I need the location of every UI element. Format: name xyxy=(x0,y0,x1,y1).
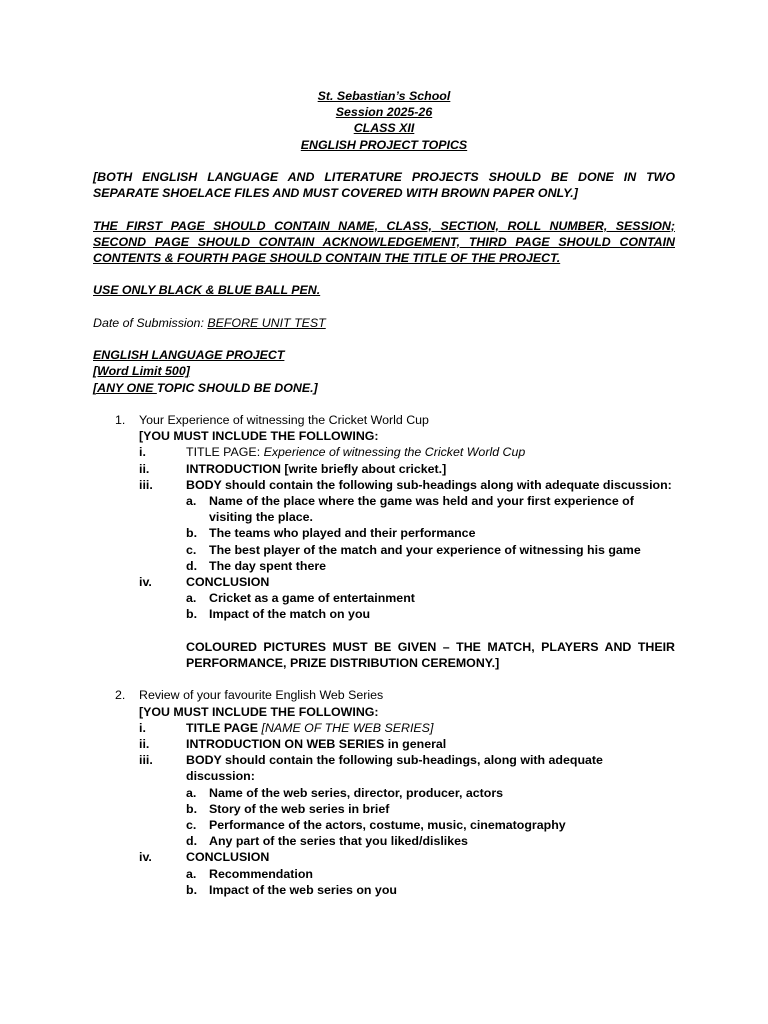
sub-item-text: Impact of the web series on you xyxy=(209,882,397,897)
sub-item-letter: d. xyxy=(186,558,198,573)
sub-item-text: The best player of the match and your experience of witnessing his game xyxy=(209,542,641,557)
sub-item-letter: b. xyxy=(186,882,198,897)
section-numeral: iv. xyxy=(139,850,152,865)
sub-item-text: Recommendation xyxy=(209,866,313,881)
sub-item-letter: b. xyxy=(186,801,198,816)
sub-item xyxy=(93,525,675,541)
sub-item xyxy=(93,590,675,606)
topic-number: 1. xyxy=(115,412,126,427)
section-label: TITLE PAGE: xyxy=(186,445,264,460)
section-detail: Experience of witnessing the Cricket World Cup xyxy=(263,445,526,460)
pages-instruction: THE FIRST PAGE SHOULD CONTAIN NAME, CLASS, SECTION, ROLL NUMBER, SESSION; SECOND PAGE SHOULD CONTAIN ACKNOWLEDGEMENT, THIRD PAGE SHOULD CONTAIN CONTENTS & FOURTH PAGE SHOULD CONTAIN THE TITLE OF THE PROJECT. xyxy=(93,218,675,265)
sub-item-letter: b. xyxy=(186,607,198,622)
section-numeral: iv. xyxy=(139,575,152,589)
session-label: Session 2025-26 xyxy=(335,105,433,120)
sub-item-letter: a. xyxy=(186,785,197,800)
submission-line xyxy=(93,315,675,331)
sub-item-text: Name of the web series, director, producer, actors xyxy=(209,785,504,800)
section-suffix: in general xyxy=(384,737,447,751)
section-numeral: ii. xyxy=(139,737,150,751)
school-name: St. Sebastian’s School xyxy=(317,89,451,103)
sub-item xyxy=(93,558,675,574)
sub-item-text: Name of the place where the game was held and your first experience of visiting the place. xyxy=(209,493,634,525)
sub-item xyxy=(93,866,675,882)
sub-item-text: The day spent there xyxy=(209,558,327,573)
section-label: INTRODUCTION [write briefly about cricket.] xyxy=(186,461,447,476)
any-one-note xyxy=(93,380,675,396)
topic-number: 2. xyxy=(115,688,126,703)
section-label: INTRODUCTION ON WEB SERIES xyxy=(186,737,385,751)
sub-item xyxy=(93,785,675,801)
section-numeral: iii. xyxy=(139,477,153,492)
section-label: BODY should contain the following sub-headings along with adequate discussion: xyxy=(186,477,672,492)
pictures-note: COLOURED PICTURES MUST BE GIVEN – THE MATCH, PLAYERS AND THEIR PERFORMANCE, PRIZE DISTRIBUTION CEREMONY.] xyxy=(186,639,675,670)
class-label: CLASS XII xyxy=(353,121,415,136)
section-item xyxy=(93,849,675,865)
section-label: TITLE PAGE xyxy=(186,720,262,735)
section-item xyxy=(93,720,675,736)
sub-item xyxy=(93,817,675,833)
must-include-label: [YOU MUST INCLUDE THE FOLLOWING: xyxy=(139,704,379,719)
sub-item-letter: c. xyxy=(186,818,197,833)
document-page xyxy=(93,88,675,898)
section-label: CONCLUSION xyxy=(186,850,270,865)
section-detail: [NAME OF THE WEB SERIES] xyxy=(261,720,434,735)
section-item xyxy=(93,444,675,460)
section-label: CONCLUSION xyxy=(186,575,270,589)
pen-instruction: USE ONLY BLACK & BLUE BALL PEN. xyxy=(93,283,321,298)
topic-title: Review of your favourite English Web Series xyxy=(139,688,384,703)
section-item xyxy=(93,574,675,590)
language-project-title: ENGLISH LANGUAGE PROJECT xyxy=(93,348,285,363)
section-label: BODY should contain the following sub-headings, along with adequate discussion: xyxy=(186,753,603,784)
sub-item xyxy=(93,542,675,558)
sub-item-text: Any part of the series that you liked/dislikes xyxy=(209,834,468,849)
section-item xyxy=(93,736,675,752)
any-one-prefix: [ANY ONE xyxy=(93,380,157,395)
sub-item xyxy=(93,493,675,525)
sub-item-text: The teams who played and their performance xyxy=(209,526,476,541)
section-numeral: ii. xyxy=(139,461,150,476)
section-numeral: i. xyxy=(139,720,146,735)
section-numeral: i. xyxy=(139,445,146,460)
must-include-label: [YOU MUST INCLUDE THE FOLLOWING: xyxy=(139,429,379,444)
section-item xyxy=(93,752,675,784)
sub-item xyxy=(93,833,675,849)
topic-title: Your Experience of witnessing the Cricket World Cup xyxy=(139,412,429,427)
section-item xyxy=(93,477,675,493)
topic-item xyxy=(93,687,675,703)
submission-label: Date of Submission: xyxy=(93,315,208,330)
sub-item xyxy=(93,606,675,622)
sub-item-letter: c. xyxy=(186,542,197,557)
binding-instruction: [BOTH ENGLISH LANGUAGE AND LITERATURE PROJECTS SHOULD BE DONE IN TWO SEPARATE SHOELACE FILES AND MUST COVERED WITH BROWN PAPER ONLY.] xyxy=(93,170,675,201)
any-one-suffix: TOPIC SHOULD BE DONE.] xyxy=(156,380,318,395)
sub-item-text: Impact of the match on you xyxy=(209,607,371,622)
sub-item-text: Story of the web series in brief xyxy=(209,801,390,816)
sub-item-letter: b. xyxy=(186,526,198,541)
sub-item xyxy=(93,882,675,898)
section-item xyxy=(93,461,675,477)
topic-item xyxy=(93,412,675,428)
sub-item-letter: d. xyxy=(186,834,198,849)
sub-item xyxy=(93,801,675,817)
word-limit: [Word Limit 500] xyxy=(93,364,190,379)
section-numeral: iii. xyxy=(139,753,153,768)
topics-heading: ENGLISH PROJECT TOPICS xyxy=(300,137,468,152)
sub-item-letter: a. xyxy=(186,493,197,508)
sub-item-text: Performance of the actors, costume, music, cinematography xyxy=(209,818,566,833)
submission-value: BEFORE UNIT TEST xyxy=(207,315,326,330)
sub-item-letter: a. xyxy=(186,866,197,881)
sub-item-letter: a. xyxy=(186,591,197,606)
sub-item-text: Cricket as a game of entertainment xyxy=(209,591,415,606)
